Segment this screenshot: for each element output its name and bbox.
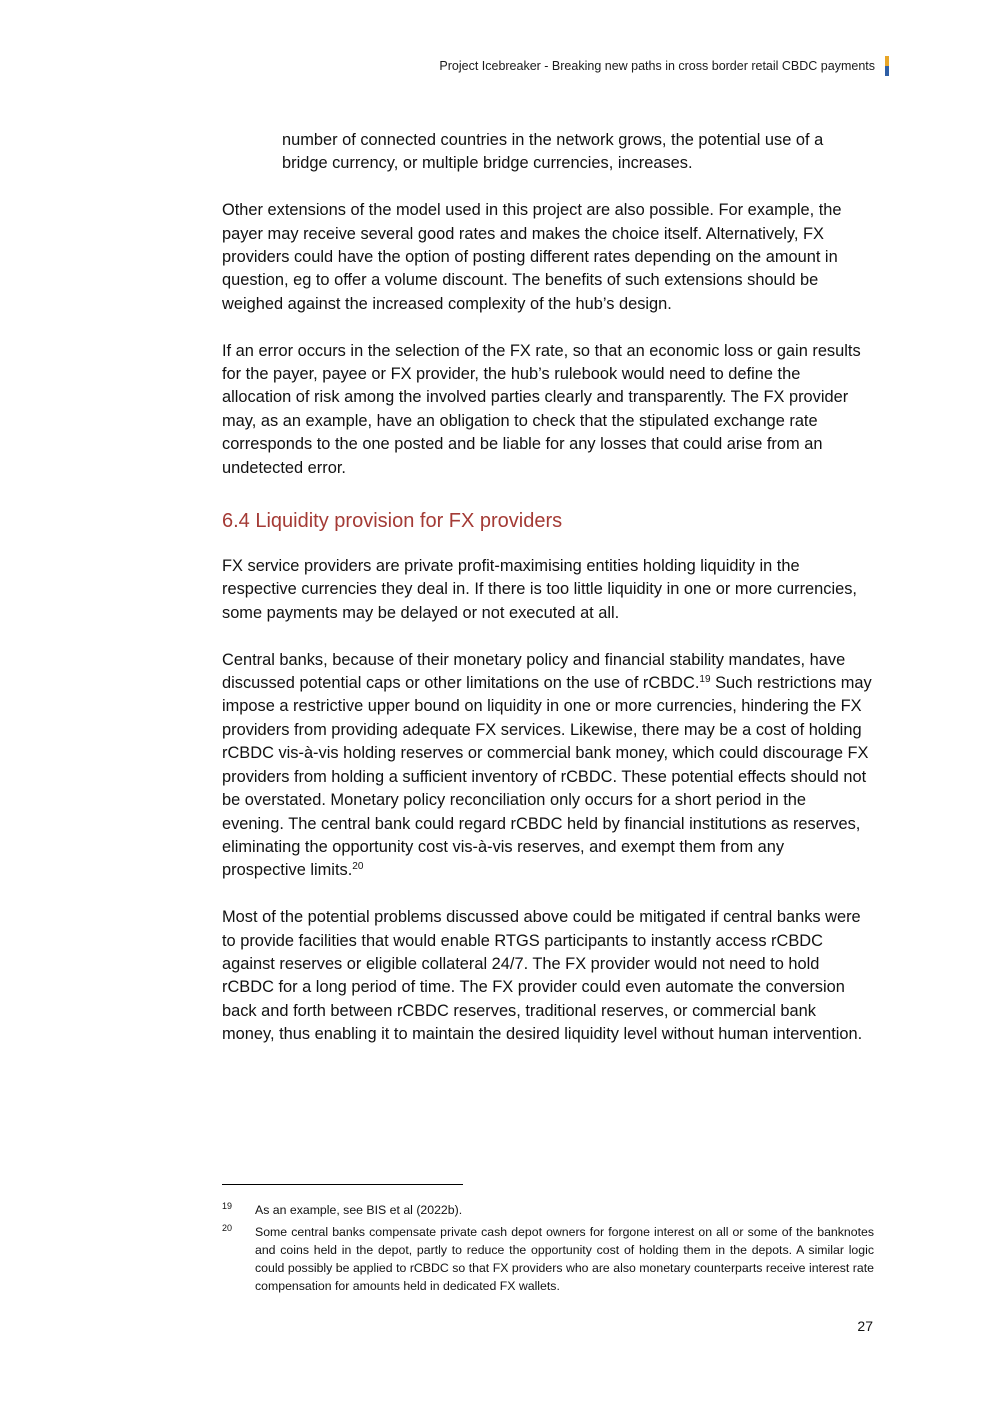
- running-header: Project Icebreaker - Breaking new paths in cross border retail CBDC payments: [439, 59, 875, 73]
- page-number: 27: [857, 1318, 873, 1334]
- footnote-20: [222, 1223, 874, 1295]
- footnote-separator: [222, 1184, 463, 1185]
- footnote-number: 19: [222, 1201, 233, 1211]
- paragraph-caps-text-2: Such restrictions may impose a restrictive upper bound on liquidity in one or more currencies, hindering the FX providers from providing adequate FX services. Likewise, there may be a cost of holding rCBDC vis-à-vis holding reserves or commercial bank money, which could discourage FX providers from holding a sufficient inventory of rCBDC. These potential effects should not be overstated. Monetary policy reconciliation only occurs for a short period in the evening. The central bank could regard rCBDC held by financial institutions as reserves, eliminating the opportunity cost vis-à-vis reserves, and exempt them from any prospective limits.: [222, 674, 872, 880]
- footnote-19: [222, 1201, 874, 1219]
- paragraph-error-allocation: If an error occurs in the selection of the FX rate, so that an economic loss or gain results for the payer, payee or FX provider, the hub’s rulebook would need to define the allocation of risk among the involved parties clearly and transparently. The FX provider may, as an example, have an obligation to check that the stipulated exchange rate corresponds to the one posted and be liable for any losses that could arise from an undetected error.: [222, 341, 861, 477]
- section-heading: 6.4 Liquidity provision for FX providers: [222, 510, 563, 533]
- paragraph-mitigation: Most of the potential problems discussed above could be mitigated if central banks were to provide facilities that would enable RTGS participants to instantly access rCBDC against reserves or eligible collateral 24/7. The FX provider would not need to hold rCBDC for a long period of time. The FX provider could even automate the conversion back and forth between rCBDC reserves, traditional reserves, or commercial bank money, thus enabling it to maintain the desired liquidity level without human intervention.: [222, 908, 863, 1044]
- paragraph-liquidity-intro: FX service providers are private profit-maximising entities holding liquidity in the respective currencies they deal in. If there is too little liquidity in one or more currencies, some payments may be delayed or not executed at all.: [222, 557, 857, 622]
- footnote-text: As an example, see BIS et al (2022b).: [255, 1203, 463, 1217]
- paragraph-caps-limitations: [222, 649, 872, 883]
- header-accent-bar-bottom: [885, 66, 889, 76]
- footnote-ref-19[interactable]: 19: [699, 674, 711, 686]
- paragraph-caps-text-1: Central banks, because of their monetary policy and financial stability mandates, have discussed potential caps or other limitations on the use of rCBDC.: [222, 650, 846, 693]
- footnote-number: 20: [222, 1223, 233, 1233]
- header-accent-bar: [885, 56, 889, 76]
- body-text: [222, 129, 872, 1070]
- footnote-text: Some central banks compensate private cash depot owners for forgone interest on all or some of the banknotes and coins held in the depot, partly to reduce the opportunity cost of holding them in the depots. A similar logic could possibly be applied to rCBDC so that FX providers who are also monetary counterparts receive interest rate compensation for amounts held in dedicated FX wallets.: [255, 1225, 874, 1293]
- footnote-ref-20[interactable]: 20: [352, 861, 364, 873]
- paragraph-extensions: Other extensions of the model used in this project are also possible. For example, the payer may receive several good rates and makes the choice itself. Alternatively, FX providers could have the option of posting different rates depending on the amount in question, eg to offer a volume discount. The benefits of such extensions should be weighed against the increased complexity of the hub’s design.: [222, 201, 842, 313]
- footnotes: [222, 1201, 874, 1299]
- header-accent-bar-top: [885, 56, 889, 66]
- continued-list-item: number of connected countries in the network grows, the potential use of a bridge currency, or multiple bridge currencies, increases.: [282, 131, 824, 173]
